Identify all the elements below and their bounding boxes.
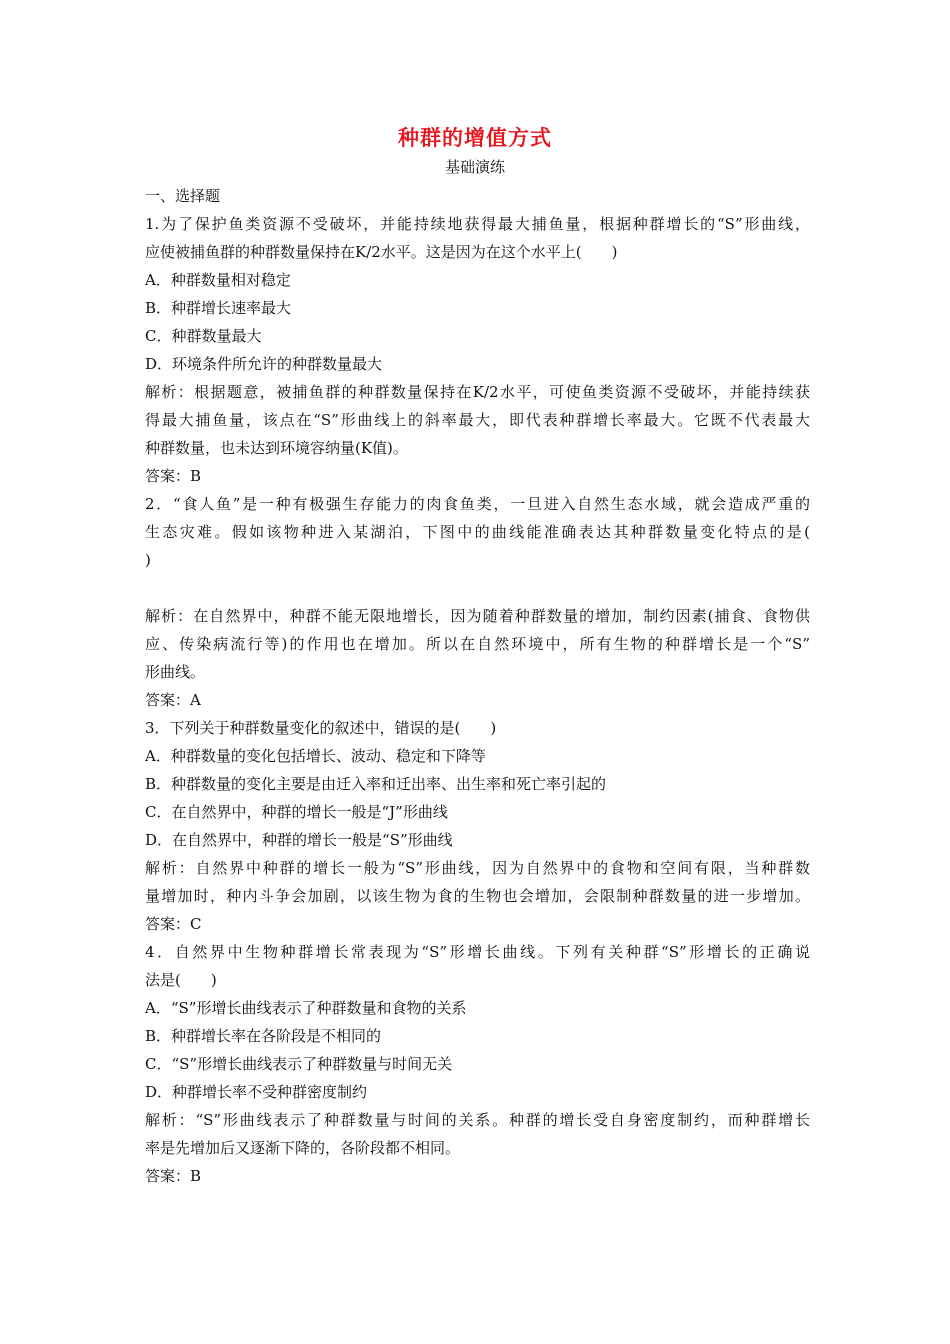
analysis-line: 解析：自然界中种群的增长一般为“S”形曲线，因为自然界中的食物和空间有限，当种群数 <box>145 859 810 877</box>
analysis-line: 量增加时，种内斗争会加剧，以该生物为食的生物也会增加，会限制种群数量的进一步增加。 <box>145 887 810 905</box>
analysis-line: 解析：根据题意，被捕鱼群的种群数量保持在K/2水平，可使鱼类资源不受破坏，并能持续获 <box>145 383 810 401</box>
analysis-line: 解析：在自然界中，种群不能无限地增长，因为随着种群数量的增加，制约因素(捕食、食物供 <box>145 607 810 625</box>
document-body <box>145 182 810 1190</box>
answer: 答案：B <box>145 467 202 485</box>
question-stem-line: 1.为了保护鱼类资源不受破坏，并能持续地获得最大捕鱼量，根据种群增长的“S”形曲线， <box>145 215 810 233</box>
option-a: A．种群数量的变化包括增长、波动、稳定和下降等 <box>145 747 486 765</box>
question-stem-line: 生态灾难。假如该物种进入某湖泊，下图中的曲线能准确表达其种群数量变化特点的是( <box>145 523 810 541</box>
page-subtitle: 基础演练 <box>444 158 505 176</box>
option-d: D．环境条件所允许的种群数量最大 <box>145 355 383 373</box>
answer: 答案：A <box>145 691 201 709</box>
option-c: C．在自然界中，种群的增长一般是“J”形曲线 <box>145 803 448 821</box>
question-2 <box>145 490 810 714</box>
question-3 <box>145 714 810 938</box>
analysis-line: 得最大捕鱼量，该点在“S”形曲线上的斜率最大，即代表种群增长率最大。它既不代表最大 <box>145 411 810 429</box>
option-d: D．在自然界中，种群的增长一般是“S”形曲线 <box>145 831 453 849</box>
section-heading: 一、选择题 <box>145 187 221 205</box>
option-c: C．种群数量最大 <box>145 327 262 345</box>
option-b: B．种群增长率在各阶段是不相同的 <box>145 1027 382 1045</box>
figure-placeholder <box>145 574 810 602</box>
analysis-line: 种群数量，也未达到环境容纳量(K值)。 <box>145 439 408 457</box>
question-4 <box>145 938 810 1190</box>
analysis-line: 应、传染病流行等)的作用也在增加。所以在自然环境中，所有生物的种群增长是一个“S” <box>145 635 810 653</box>
page-title: 种群的增值方式 <box>398 125 552 150</box>
answer: 答案：B <box>145 1167 202 1185</box>
question-stem-line: 2．“食人鱼”是一种有极强生存能力的肉食鱼类，一旦进入自然生态水域，就会造成严重的 <box>145 495 810 513</box>
option-b: B．种群增长速率最大 <box>145 299 292 317</box>
answer: 答案：C <box>145 915 202 933</box>
option-c: C．“S”形增长曲线表示了种群数量与时间无关 <box>145 1055 453 1073</box>
question-stem-line: 法是( ) <box>145 971 217 989</box>
question-stem-line: ) <box>145 551 151 569</box>
option-a: A．“S”形增长曲线表示了种群数量和食物的关系 <box>145 999 467 1017</box>
analysis-line: 解析：“S”形曲线表示了种群数量与时间的关系。种群的增长受自身密度制约，而种群增长 <box>145 1111 810 1129</box>
question-stem-line: 应使被捕鱼群的种群数量保持在K/2水平。这是因为在这个水平上( ) <box>145 243 618 261</box>
option-b: B．种群数量的变化主要是由迁入率和迁出率、出生率和死亡率引起的 <box>145 775 607 793</box>
analysis-line: 率是先增加后又逐渐下降的，各阶段都不相同。 <box>145 1139 461 1157</box>
option-a: A．种群数量相对稳定 <box>145 271 291 289</box>
analysis-line: 形曲线。 <box>145 663 206 681</box>
question-stem-line: 3．下列关于种群数量变化的叙述中，错误的是( ) <box>145 719 497 737</box>
question-1 <box>145 210 810 490</box>
option-d: D．种群增长率不受种群密度制约 <box>145 1083 368 1101</box>
question-stem-line: 4．自然界中生物种群增长常表现为“S”形增长曲线。下列有关种群“S”形增长的正确说 <box>145 943 810 961</box>
